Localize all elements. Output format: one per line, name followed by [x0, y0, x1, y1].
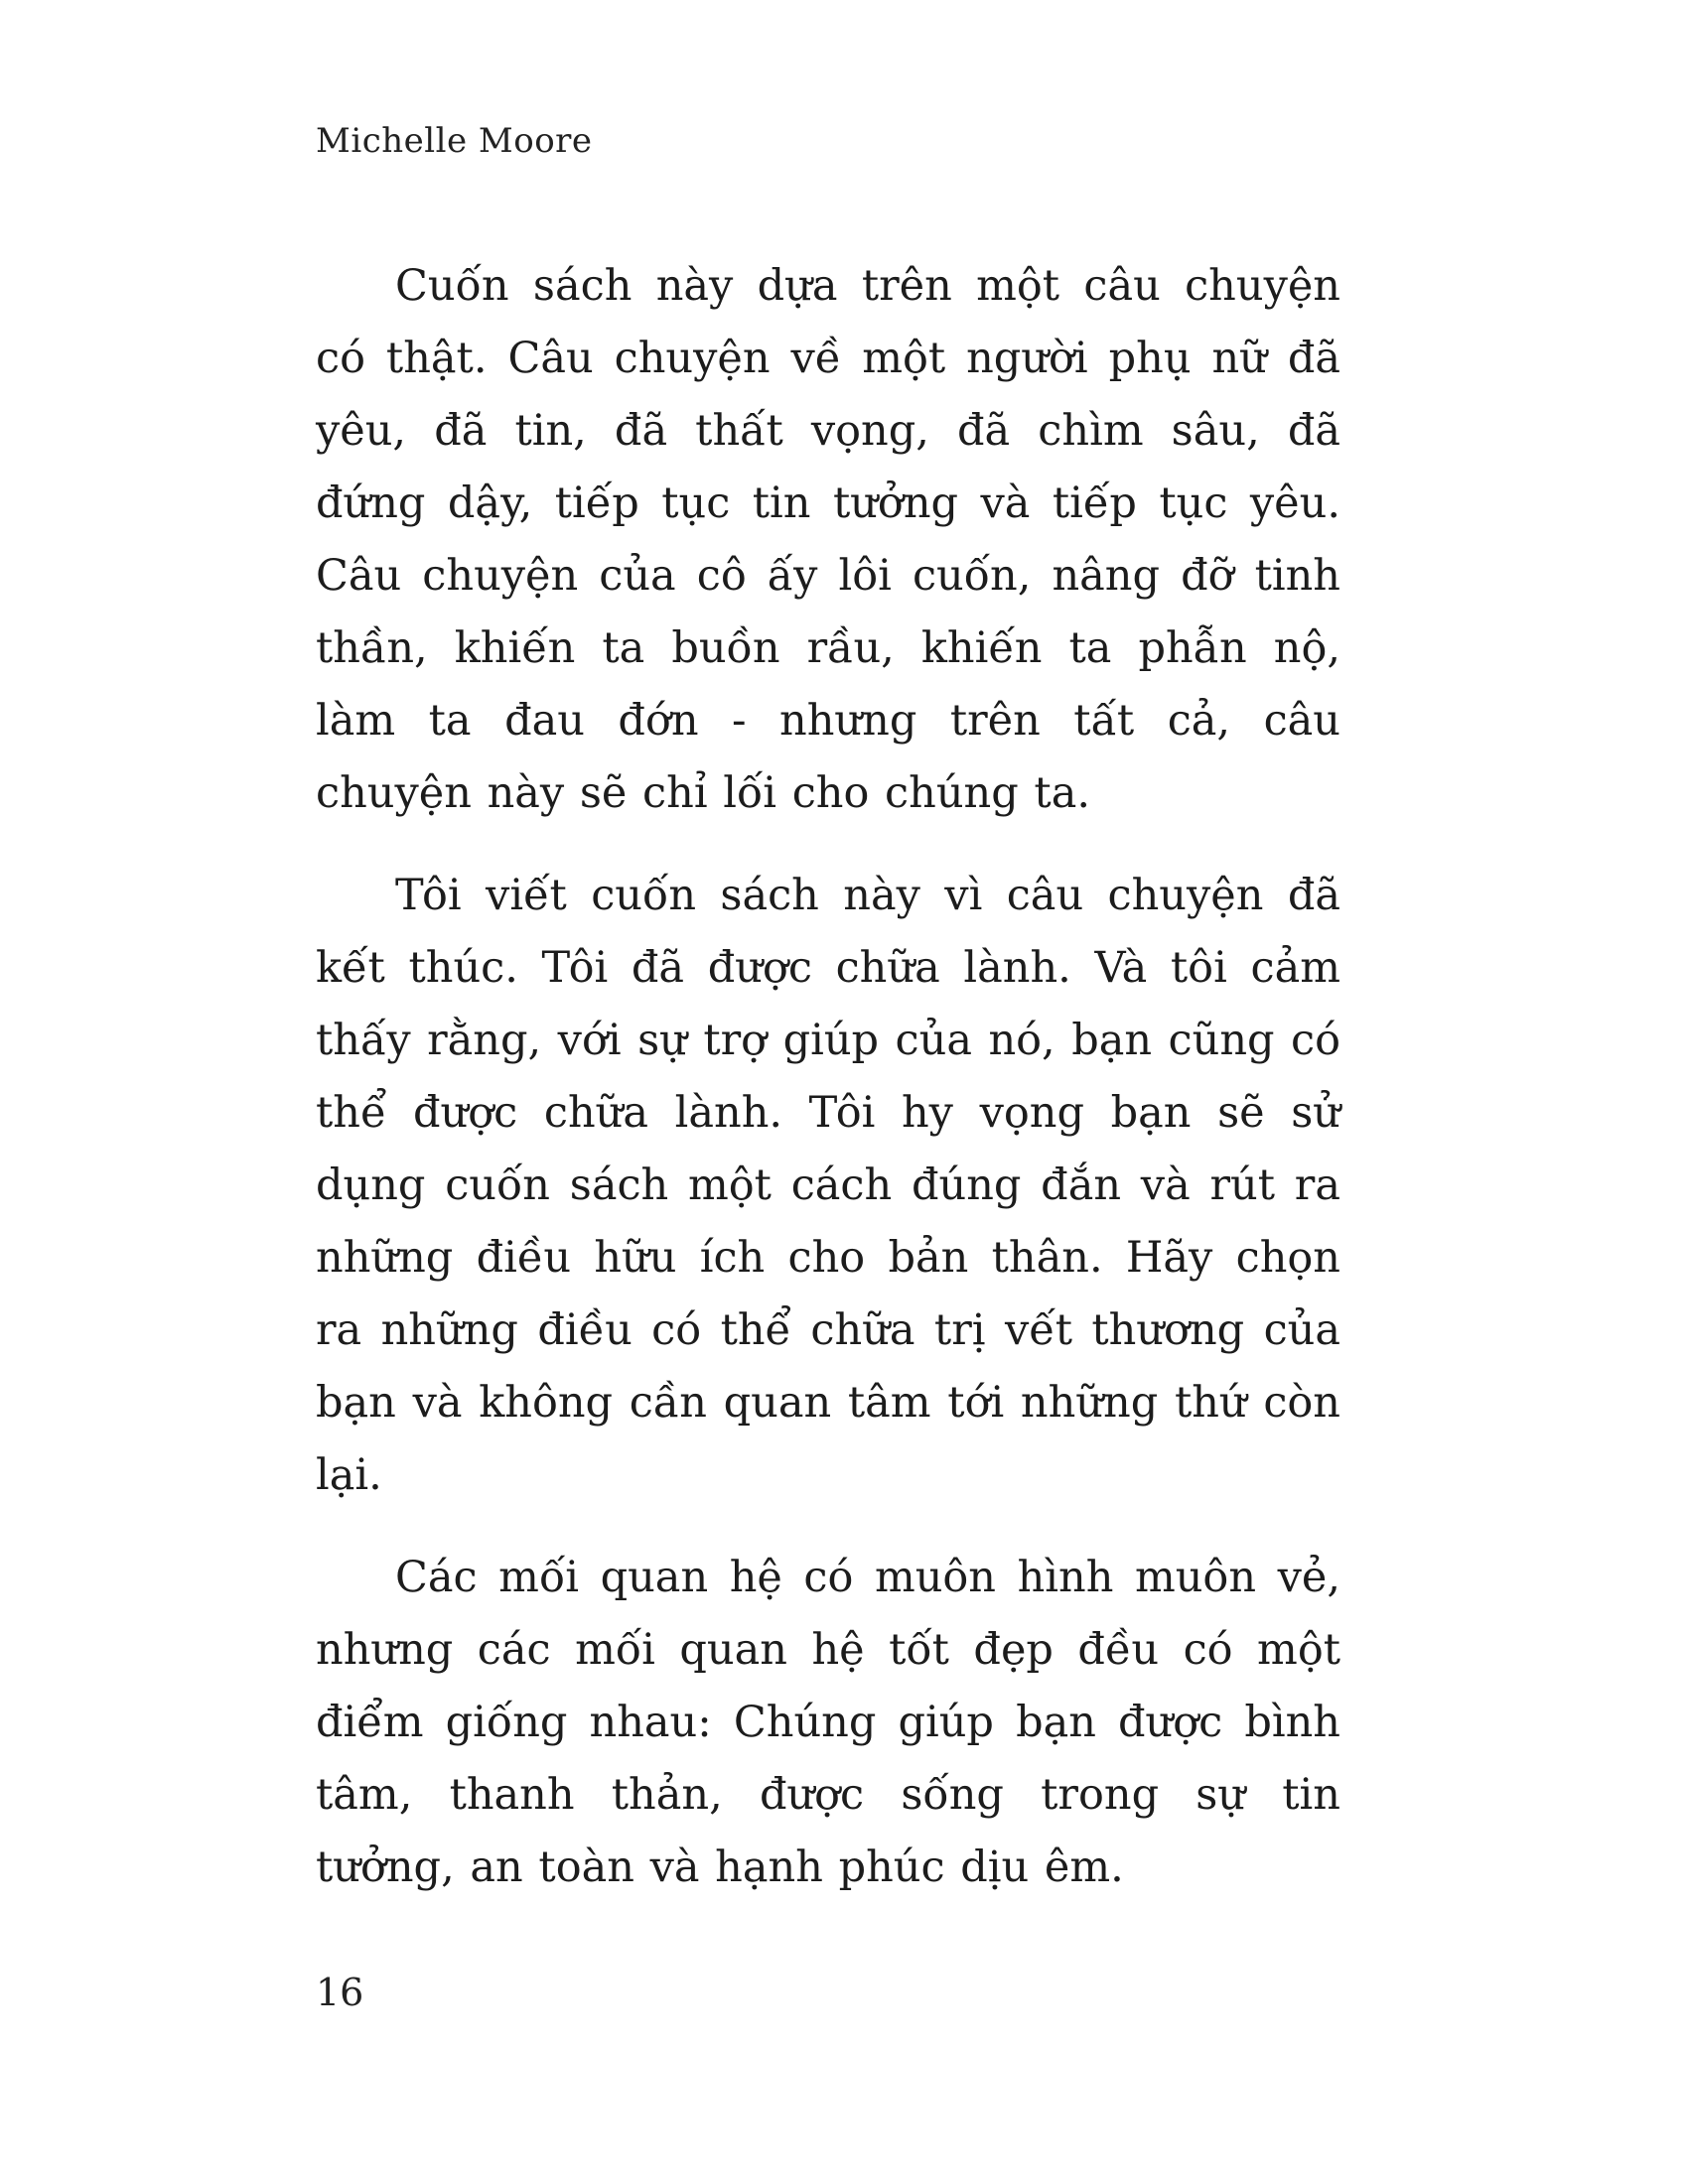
paragraph-2: Tôi viết cuốn sách này vì câu chuyện đã kết thúc. Tôi đã được chữa lành. Và tôi cảm thấy rằng, với sự trợ giúp của nó, bạn cũng có thể được chữa lành. Tôi hy vọng bạn sẽ sử dụng cuốn sách một cách đúng đắn và rút ra những điều hữu ích cho bản thân. Hãy chọn ra những điều có thể chữa trị vết thương của bạn và không cần quan tâm tới những thứ còn lại. [316, 871, 1340, 1500]
paragraph-1: Cuốn sách này dựa trên một câu chuyện có thật. Câu chuyện về một người phụ nữ đã yêu, đã tin, đã thất vọng, đã chìm sâu, đã đứng dậy, tiếp tục tin tưởng và tiếp tục yêu. Câu chuyện của cô ấy lôi cuốn, nâng đỡ tinh thần, khiến ta buồn rầu, khiến ta phẫn nộ, làm ta đau đớn - nhưng trên tất cả, câu chuyện này sẽ chỉ lối cho chúng ta. [316, 261, 1340, 818]
paragraph-3: Các mối quan hệ có muôn hình muôn vẻ, nhưng các mối quan hệ tốt đẹp đều có một điểm giống nhau: Chúng giúp bạn được bình tâm, thanh thản, được sống trong sự tin tưởng, an toàn và hạnh phúc dịu êm. [316, 1553, 1340, 1892]
page-number: 16 [316, 1971, 364, 2014]
body-text [316, 250, 1340, 1904]
running-head-author: Michelle Moore [316, 121, 593, 161]
